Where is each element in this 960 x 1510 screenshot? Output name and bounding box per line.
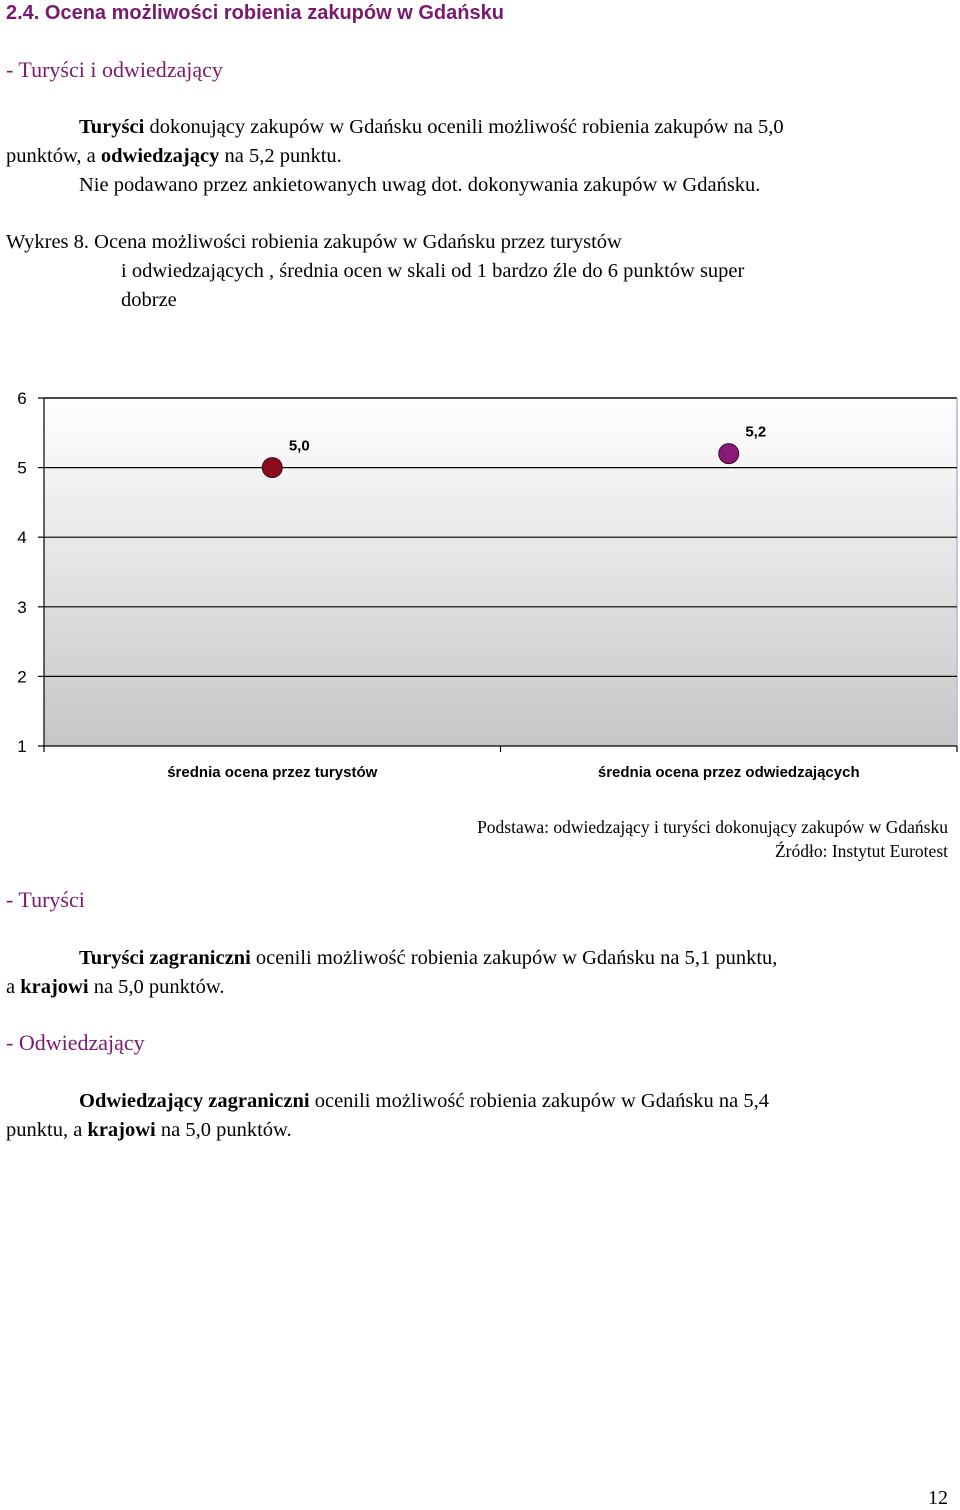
paragraph-2-line-2 xyxy=(6,973,224,1002)
paragraph-3-line-1 xyxy=(79,1087,769,1116)
subheading-visitors: - Odwiedzający xyxy=(6,1030,145,1055)
subheading-tourists: - Turyści xyxy=(6,887,85,912)
y-tick-label: 3 xyxy=(17,597,27,617)
text-run: ocenili możliwość robienia zakupów w Gdańsku na 5,4 xyxy=(309,1090,770,1112)
paragraph-1-line-3: Nie podawano przez ankietowanych uwag dot. dokonywania zakupów w Gdańsku. xyxy=(79,174,761,196)
bold-term: Odwiedzający zagraniczni xyxy=(79,1090,310,1112)
y-tick-label: 4 xyxy=(17,528,27,548)
y-tick-label: 5 xyxy=(17,458,27,478)
y-tick-label: 1 xyxy=(17,737,27,756)
chart-caption-line-3: dobrze xyxy=(121,289,177,311)
text-run: a xyxy=(6,976,21,998)
text-run: na 5,0 punktów. xyxy=(88,976,225,998)
chart-caption-line-2: i odwiedzających , średnia ocen w skali od 1 bardzo źle do 6 punktów super xyxy=(121,260,745,282)
data-point xyxy=(719,444,739,464)
source-line-2: Źródło: Instytut Eurotest xyxy=(774,841,948,861)
data-label: 5,2 xyxy=(745,423,767,441)
page-number: 12 xyxy=(928,1487,948,1509)
y-tick-label: 6 xyxy=(17,389,27,408)
text-run: na 5,0 punktów. xyxy=(155,1119,292,1141)
plot-area xyxy=(44,398,957,746)
bold-term: odwiedzający xyxy=(100,145,220,167)
text-run: na 5,2 punktu. xyxy=(219,145,342,167)
chart-caption-line-1: Wykres 8. Ocena możliwości robienia zakupów w Gdańsku przez turystów xyxy=(6,231,622,253)
x-tick-label: średnia ocena przez turystów xyxy=(167,764,378,781)
section-title: 2.4. Ocena możliwości robienia zakupów w Gdańsku xyxy=(6,2,504,24)
text-run: punktu, a xyxy=(6,1119,88,1141)
paragraph-1-line-2 xyxy=(6,142,342,171)
bold-term: Turyści zagraniczni xyxy=(79,947,251,969)
bold-term: krajowi xyxy=(87,1119,156,1141)
x-tick-label: średnia ocena przez odwiedzających xyxy=(597,764,860,781)
chart xyxy=(0,380,960,800)
text-run: ocenili możliwość robienia zakupów w Gdańsku na 5,1 punktu, xyxy=(250,947,778,969)
paragraph-3-line-2 xyxy=(6,1116,292,1145)
bold-term: krajowi xyxy=(20,976,89,998)
bold-term: Turyści xyxy=(79,116,145,138)
source-line-1: Podstawa: odwiedzający i turyści dokonujący zakupów w Gdańsku xyxy=(477,817,948,837)
data-label: 5,0 xyxy=(288,437,310,455)
paragraph-2-line-1 xyxy=(79,944,777,973)
text-run: punktów, a xyxy=(6,145,101,167)
y-tick-label: 2 xyxy=(17,667,27,687)
paragraph-1-line-1 xyxy=(79,113,784,142)
subheading-tourists-visitors: - Turyści i odwiedzający xyxy=(6,57,223,82)
data-point xyxy=(262,458,282,478)
text-run: dokonujący zakupów w Gdańsku ocenili możliwość robienia zakupów na 5,0 xyxy=(144,116,784,138)
